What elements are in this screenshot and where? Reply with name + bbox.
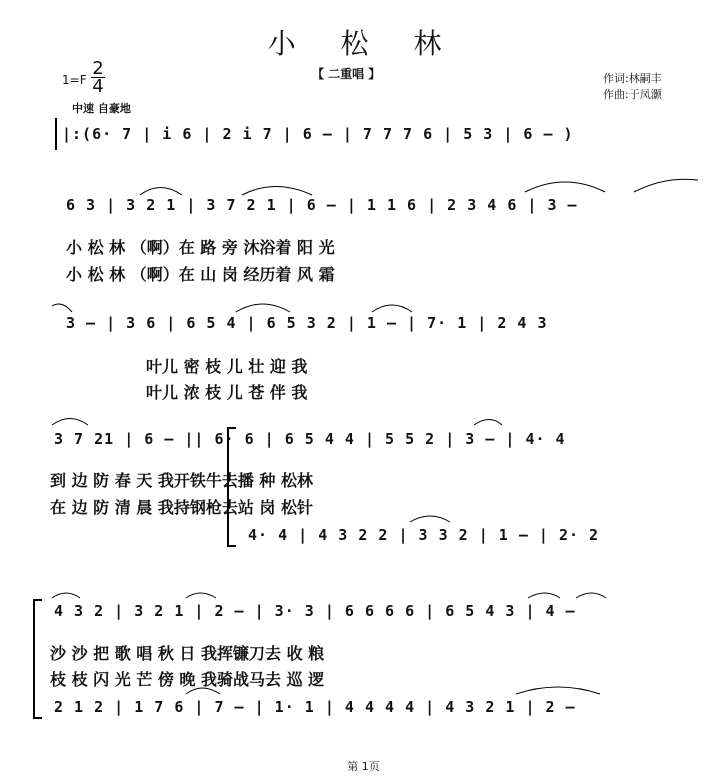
lyrics-row-5-verse-2: 枝 枝 闪 光 芒 傍 晚 我骑战马去 巡 逻 (50, 670, 325, 689)
system-bracket-row-5 (34, 600, 42, 718)
composer: 作曲:于凤灏 (603, 88, 662, 101)
slur (410, 516, 450, 522)
notation-row-3: 3 – | 3 6 | 6 5 4 | 6 5 3 2 | 1 – | 7· 1 | 2 4 3 (66, 314, 548, 332)
slur (236, 304, 290, 312)
slur (528, 593, 560, 598)
lyrics-row-2-verse-1: 小 松 林 （啊）在 路 旁 沐浴着 阳 光 (66, 238, 335, 257)
slur (186, 688, 220, 694)
notation-row-4-lower-voice: 4· 4 | 4 3 2 2 | 3 3 2 | 1 – | 2· 2 (248, 526, 600, 544)
lyrics-row-3-verse-1: 叶儿 密 枝 儿 壮 迎 我 (146, 357, 308, 376)
slur (242, 187, 312, 196)
lyrics-row-3-verse-2: 叶儿 浓 枝 儿 苍 伴 我 (146, 383, 308, 402)
lyrics-row-5-verse-1: 沙 沙 把 歌 唱 秋 日 我挥镰刀去 收 粮 (50, 644, 325, 663)
lyrics-row-4-verse-1: 到 边 防 春 天 我开铁牛去播 种 松林 (50, 471, 313, 490)
notation-row-1: |:(6· 7 | i 6 | 2 i 7 | 6 – | 7 7 7 6 | 5 3 | 6 – ) (62, 125, 574, 143)
time-bottom: 4 (92, 76, 104, 97)
lyrics-row-4-verse-2: 在 边 防 清 晨 我持钢枪去站 岗 松针 (50, 498, 313, 517)
slur (140, 188, 182, 196)
notation-row-4: 3 7 21 | 6 – || 6· 6 | 6 5 4 4 | 5 5 2 | 3 – | 4· 4 (54, 430, 566, 448)
slur (52, 304, 72, 312)
performance-type: 【 二重唱 】 (312, 67, 381, 81)
slur (186, 593, 216, 598)
slur (474, 420, 502, 426)
time-top: 2 (92, 58, 104, 79)
song-title: 小 松 林 (267, 27, 460, 60)
slur (52, 593, 80, 598)
notation-row-2: 6 3 | 3 2 1 | 3 7 2 1 | 6 – | 1 1 6 | 2 3 4 6 | 3 – (66, 196, 578, 214)
slur (525, 182, 605, 192)
notation-row-5: 4 3 2 | 3 2 1 | 2 – | 3· 3 | 6 6 6 6 | 6 5 4 3 | 4 – (54, 602, 576, 620)
tempo-marking: 中速 自豪地 (72, 102, 131, 115)
key-signature: 1=F (62, 73, 87, 87)
system-bracket-row-4 (228, 428, 236, 546)
slur (52, 419, 88, 426)
slur (576, 593, 606, 598)
slur (634, 179, 698, 192)
slur (516, 687, 600, 694)
lyrics-row-2-verse-2: 小 松 林 （啊）在 山 岗 经历着 风 霜 (66, 265, 335, 284)
notation-row-5-lower-voice: 2 1 2 | 1 7 6 | 7 – | 1· 1 | 4 4 4 4 | 4 3 2 1 | 2 – (54, 698, 576, 716)
slur (372, 305, 412, 312)
lyricist: 作词:林嗣丰 (603, 72, 662, 85)
page-number: 第 1页 (347, 760, 380, 773)
